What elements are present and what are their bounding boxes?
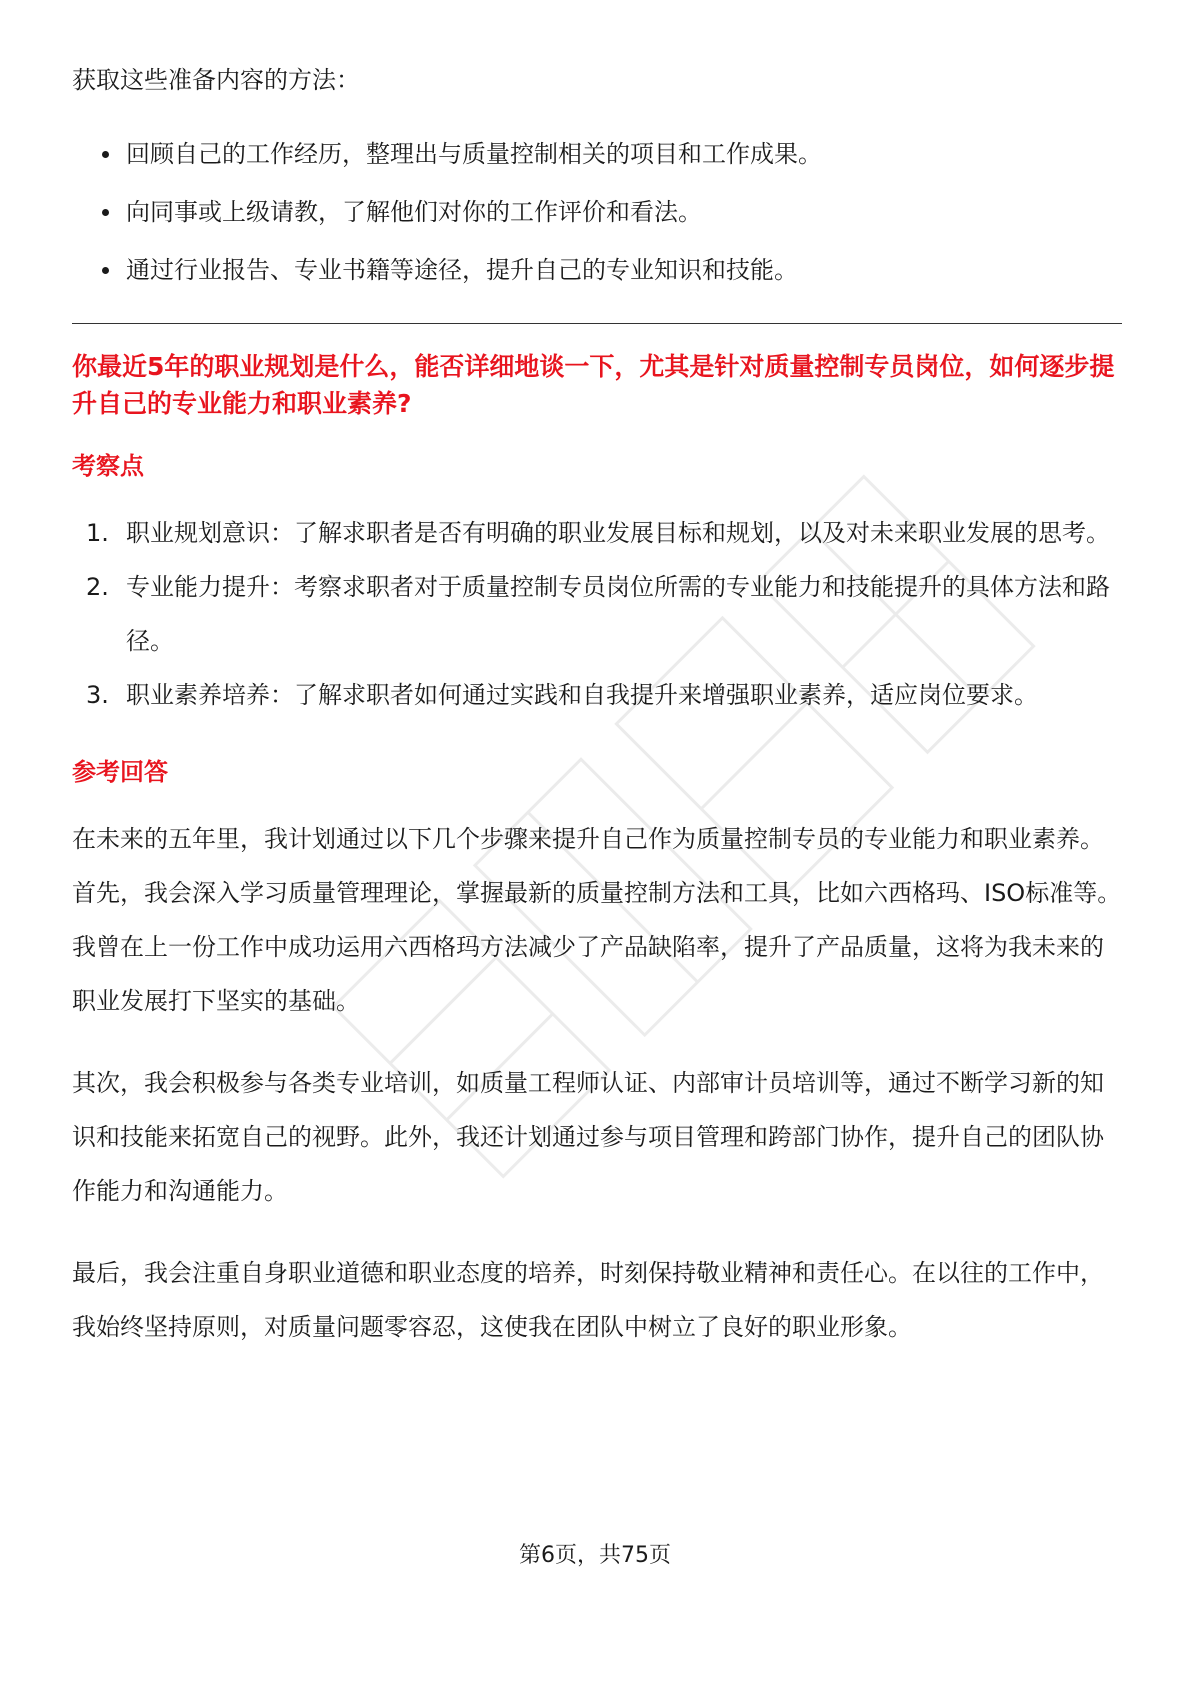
answer-paragraph: 在未来的五年里，我计划通过以下几个步骤来提升自己作为质量控制专员的专业能力和职业素养。首先，我会深入学习质量管理理论，掌握最新的质量控制方法和工具，比如六西格玛、ISO标准等。我曾在上一份工作中成功运用六西格玛方法减少了产品缺陷率，提升了产品质量，这将为我未来的职业发展打下坚实的基础。 (72, 825, 1122, 1015)
list-item: 回顾自己的工作经历，整理出与质量控制相关的项目和工作成果。 (72, 134, 1122, 174)
list-item (72, 560, 1122, 668)
section-divider (72, 323, 1122, 324)
list-item (72, 668, 1122, 722)
points-list (72, 506, 1122, 722)
page-number: 第6页，共75页 (519, 1543, 671, 1568)
list-item-text: 专业能力提升：考察求职者对于质量控制专员岗位所需的专业能力和技能提升的具体方法和路径。 (126, 573, 1110, 655)
intro-line: 获取这些准备内容的方法： (72, 66, 360, 94)
list-item-text: 职业规划意识：了解求职者是否有明确的职业发展目标和规划，以及对未来职业发展的思考。 (126, 519, 1110, 547)
answer-paragraph: 最后，我会注重自身职业道德和职业态度的培养，时刻保持敬业精神和责任心。在以往的工作中，我始终坚持原则，对质量问题零容忍，这使我在团队中树立了良好的职业形象。 (72, 1259, 1104, 1341)
list-number: 3. (86, 681, 109, 709)
page-content (72, 62, 1122, 1382)
section-title-points: 考察点 (72, 452, 144, 480)
list-item: 向同事或上级请教，了解他们对你的工作评价和看法。 (72, 192, 1122, 232)
list-number: 1. (86, 519, 109, 547)
method-list (72, 134, 1122, 290)
answer-paragraph: 其次，我会积极参与各类专业培训，如质量工程师认证、内部审计员培训等，通过不断学习新的知识和技能来拓宽自己的视野。此外，我还计划通过参与项目管理和跨部门协作，提升自己的团队协作能力和沟通能力。 (72, 1069, 1104, 1205)
list-number: 2. (86, 573, 109, 601)
list-item (72, 506, 1122, 560)
list-item: 通过行业报告、专业书籍等途径，提升自己的专业知识和技能。 (72, 250, 1122, 290)
section-title-answer: 参考回答 (72, 758, 168, 786)
list-item-text: 职业素养培养：了解求职者如何通过实践和自我提升来增强职业素养，适应岗位要求。 (126, 681, 1038, 709)
question-heading: 你最近5年的职业规划是什么，能否详细地谈一下，尤其是针对质量控制专员岗位，如何逐步提升自己的专业能力和职业素养? (72, 352, 1115, 418)
